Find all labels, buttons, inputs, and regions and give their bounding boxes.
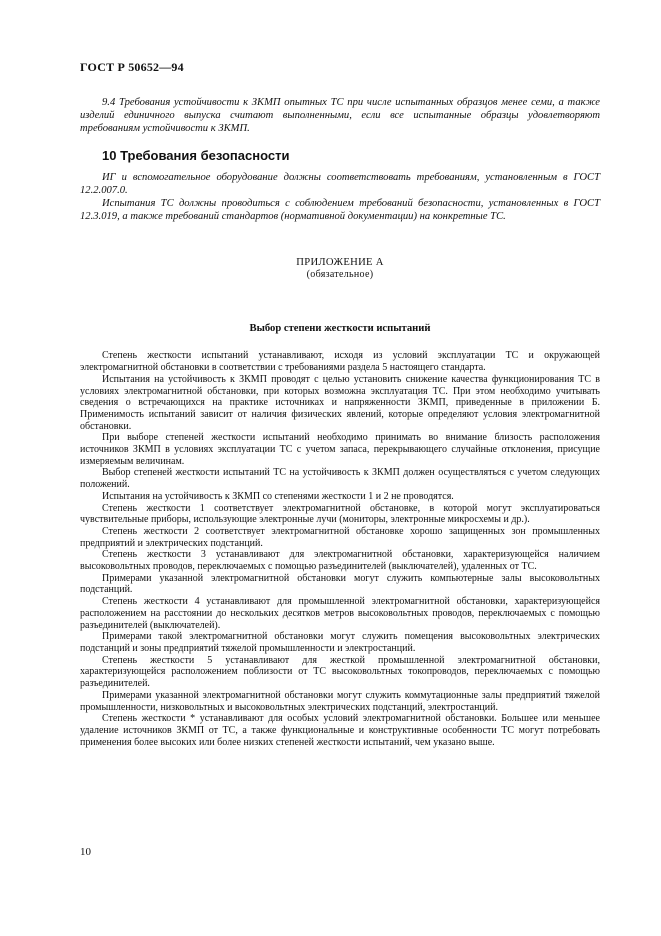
appendix-paragraph: Степень жесткости испытаний устанавливают, исходя из условий эксплуатации ТС и окружающей электромагнитной обстановки в соответствии с требованиями раздела 5 настоящего стандарта.: [80, 350, 600, 374]
appendix-paragraph: Примерами указанной электромагнитной обстановки могут служить компьютерные залы высоковольтных подстанций.: [80, 572, 600, 596]
appendix-paragraph: Степень жесткости 5 устанавливают для жесткой промышленной электромагнитной обстановки, характеризующейся расположением поблизости от ТС высоковольтных токопроводов, переключаемых с помощью разъединителей.: [80, 654, 600, 690]
appendix-label: ПРИЛОЖЕНИЕ А: [296, 257, 384, 269]
page-number: 10: [80, 846, 91, 858]
appendix-paragraph: Испытания на устойчивость к ЗКМП проводят с целью установить снижение качества функционирования ТС в условиях электромагнитной обстановки, при которых возможна эксплуатация ТС. При этом необходимо учитывать сведения о встречающихся на практике источниках и напряженности ЗКМП, приведенные в приложении Б. Применимость испытаний зависит от наличия физических явлений, которые определяют условия электромагнитной обстановки.: [80, 373, 600, 432]
appendix-paragraph: Степень жесткости 2 соответствует электромагнитной обстановке хорошо защищенных зон промышленных предприятий и электрических подстанций.: [80, 525, 600, 549]
appendix-paragraph: Выбор степеней жесткости испытаний ТС на устойчивость к ЗКМП должен осуществляться с учетом следующих положений.: [80, 467, 600, 491]
appendix-paragraph: Примерами такой электромагнитной обстановки могут служить помещения высоковольтных электрических подстанций и зоны предприятий тяжелой промышленности и электростанций.: [80, 631, 600, 654]
appendix-status: (обязательное): [306, 269, 374, 281]
appendix-paragraph: Степень жесткости 4 устанавливают для промышленной электромагнитной обстановки, характеризующейся расположением на расстоянии до нескольких десятков метров высоковольтных проводов, переключаемых с помощью разъединителей (выключателей).: [80, 596, 600, 631]
section-10-paragraph-1: ИГ и вспомогательное оборудование должны соответствовать требованиям, установленным в ГОСТ 12.2.007.0.: [80, 171, 600, 196]
appendix-paragraph: Примерами указанной электромагнитной обстановки могут служить коммутационные залы предприятий тяжелой промышленности, низковольтных и высоковольтных электрических подстанций, электростанций.: [80, 689, 600, 713]
appendix-paragraph: Испытания на устойчивость к ЗКМП со степенями жесткости 1 и 2 не проводятся.: [102, 490, 454, 502]
clause-9-4-paragraph: 9.4 Требования устойчивости к ЗКМП опытных ТС при числе испытанных образцов менее семи, а также изделий единичного выпуска считают выполненными, если все испытанные образцы удовлетворяют требованиям устойчивости к ЗКМП.: [80, 97, 600, 135]
document-code-header: ГОСТ Р 50652—94: [80, 60, 184, 74]
section-10-title: 10 Требования безопасности: [102, 147, 290, 163]
section-10-paragraph-2: Испытания ТС должны проводиться с соблюдением требований безопасности, установленных в ГОСТ 12.3.019, а также требований стандартов (нормативной документации) на конкретные ТС.: [80, 198, 600, 223]
appendix-paragraph: Степень жесткости 1 соответствует электромагнитной обстановке, в которой могут эксплуатироваться чувствительные приборы, использующие электронные лучи (мониторы, электронные микросхемы и др.).: [80, 502, 600, 526]
page-content: [80, 96, 600, 748]
appendix-paragraph: Степень жесткости 3 устанавливают для электромагнитной обстановки, характеризующейся наличием высоковольтных проводов, переключаемых с помощью разъединителей (выключателей), удаленных от ТС.: [80, 549, 600, 573]
appendix-paragraph: Степень жесткости * устанавливают для особых условий электромагнитной обстановки. Большее или меньшее удаление источников ЗКМП от ТС, а также функциональные и конструктивные особенности ТС могут потребовать применения более высоких или более низких степеней жесткости испытаний, чем указано выше.: [80, 713, 600, 748]
appendix-title: Выбор степени жесткости испытаний: [249, 323, 431, 335]
appendix-heading: [80, 257, 600, 281]
appendix-paragraph: При выборе степеней жесткости испытаний необходимо принимать во внимание близость расположения источников ЗКМП в условиях эксплуатации ТС с учетом запаса, перекрывающего случайные отклонения, присущие измеряемым величинам.: [80, 432, 600, 467]
appendix-body: [80, 350, 600, 748]
